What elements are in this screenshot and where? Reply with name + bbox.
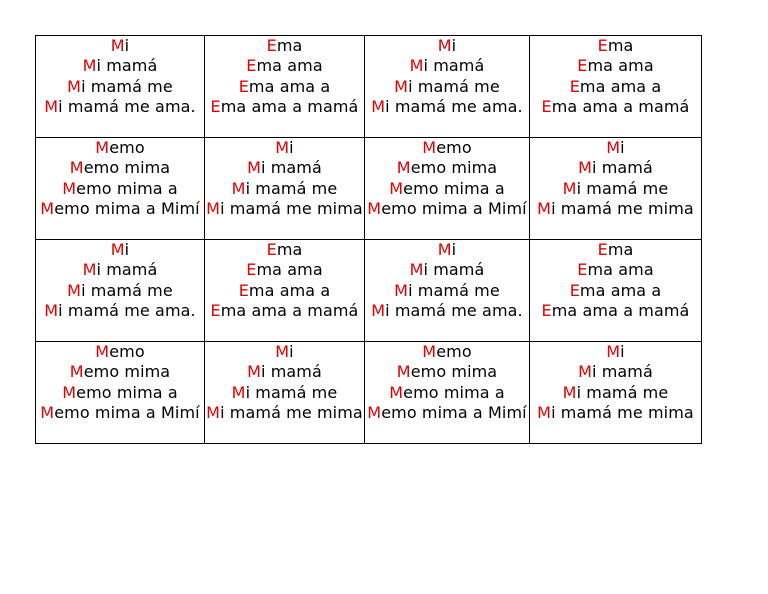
reading-card-cell: [36, 138, 205, 240]
phrase-line: [365, 138, 529, 158]
initial-letter: M: [67, 76, 82, 96]
phrase-line: [365, 179, 529, 199]
phrase-rest: emo mima a: [76, 178, 178, 198]
phrase-line: [530, 36, 701, 56]
initial-letter: M: [40, 403, 55, 423]
phrase-line: [530, 383, 701, 403]
phrase-line: [530, 179, 701, 199]
phrase-rest: ma ama a: [579, 280, 662, 300]
phrase-rest: i: [620, 342, 625, 361]
phrase-rest: ma: [607, 36, 634, 55]
phrase-line: [205, 403, 364, 423]
phrase-line: [530, 281, 701, 301]
phrase-line: [36, 383, 204, 403]
phrase-line: [365, 342, 529, 362]
phrase-rest: i mamá: [423, 56, 485, 76]
phrase-rest: ma: [276, 36, 303, 55]
initial-letter: E: [238, 76, 249, 96]
initial-letter: E: [597, 36, 608, 55]
initial-letter: E: [266, 240, 277, 259]
phrase-line: [530, 97, 701, 117]
phrase-rest: ma ama: [587, 260, 654, 280]
initial-letter: M: [409, 260, 424, 280]
initial-letter: E: [569, 76, 580, 96]
phrase-rest: ma ama a mamá: [551, 97, 690, 117]
initial-letter: M: [62, 178, 77, 198]
phrase-rest: i mamá: [260, 158, 322, 178]
phrase-rest: i mamá me ama.: [58, 301, 196, 321]
phrase-rest: i mamá me: [245, 382, 338, 402]
initial-letter: M: [371, 301, 386, 321]
initial-letter: M: [389, 382, 404, 402]
initial-letter: E: [210, 97, 221, 117]
initial-letter: E: [246, 56, 257, 76]
phrase-line: [205, 362, 364, 382]
phrase-line: [36, 138, 204, 158]
initial-letter: M: [247, 158, 261, 178]
initial-letter: E: [569, 280, 580, 300]
phrase-line: [530, 260, 701, 280]
initial-letter: M: [394, 280, 409, 300]
initial-letter: M: [396, 362, 411, 382]
phrase-rest: emo mima: [410, 362, 498, 382]
phrase-line: [36, 260, 204, 280]
phrase-rest: i: [451, 36, 457, 55]
initial-letter: M: [231, 178, 246, 198]
phrase-line: [530, 199, 701, 219]
phrase-rest: emo mima a Mimí: [54, 199, 200, 219]
initial-letter: M: [275, 138, 290, 157]
initial-letter: M: [606, 342, 621, 361]
phrase-line: [530, 362, 701, 382]
phrase-line: [205, 301, 364, 321]
initial-letter: M: [67, 280, 82, 300]
initial-letter: M: [44, 301, 59, 321]
initial-letter: M: [367, 199, 382, 219]
phrase-line: [530, 158, 701, 178]
initial-letter: M: [44, 97, 59, 117]
initial-letter: M: [110, 36, 125, 55]
initial-letter: M: [562, 382, 577, 402]
table-row: [36, 36, 702, 138]
initial-letter: M: [206, 403, 221, 423]
initial-letter: M: [82, 56, 97, 76]
phrase-rest: ma ama: [256, 260, 323, 280]
reading-card-cell: [530, 138, 702, 240]
phrase-line: [36, 362, 204, 382]
phrase-rest: i mamá me ama.: [385, 97, 523, 117]
initial-letter: M: [578, 158, 592, 178]
reading-card-cell: [365, 240, 530, 342]
initial-letter: M: [82, 260, 97, 280]
initial-letter: M: [62, 382, 77, 402]
phrase-rest: ma: [607, 240, 634, 259]
phrase-line: [205, 97, 364, 117]
phrase-rest: i mamá: [591, 158, 653, 178]
phrase-rest: emo mima: [410, 158, 498, 178]
phrase-rest: ma ama a: [248, 280, 331, 300]
phrase-rest: i mamá me: [576, 178, 669, 198]
phrase-rest: i mamá me: [408, 76, 500, 96]
phrase-line: [205, 199, 364, 219]
initial-letter: M: [606, 138, 621, 157]
table-row: [36, 138, 702, 240]
phrase-rest: emo: [436, 138, 472, 157]
phrase-line: [205, 281, 364, 301]
reading-card-cell: [365, 36, 530, 138]
initial-letter: M: [367, 403, 382, 423]
phrase-rest: i mamá me mima: [551, 199, 694, 219]
phrase-rest: emo mima a: [76, 382, 178, 402]
initial-letter: M: [537, 199, 552, 219]
initial-letter: E: [238, 280, 249, 300]
phrase-rest: i mamá: [96, 260, 158, 280]
phrase-line: [205, 342, 364, 362]
phrase-line: [530, 403, 701, 423]
phrase-line: [530, 240, 701, 260]
phrase-rest: i mamá me ama.: [58, 97, 196, 117]
initial-letter: M: [206, 199, 221, 219]
reading-card-cell: [36, 342, 205, 444]
phrase-rest: emo mima: [83, 362, 171, 382]
phrase-rest: i mamá me: [81, 280, 173, 300]
initial-letter: M: [437, 240, 452, 259]
phrase-rest: i: [289, 138, 294, 157]
phrase-line: [205, 158, 364, 178]
phrase-line: [205, 383, 364, 403]
phrase-rest: i mamá me: [81, 76, 173, 96]
initial-letter: E: [246, 260, 257, 280]
phrase-rest: ma ama a mamá: [551, 301, 690, 321]
phrase-line: [365, 240, 529, 260]
phrase-line: [36, 77, 204, 97]
phrase-rest: ma: [276, 240, 303, 259]
phrase-line: [36, 36, 204, 56]
phrase-line: [205, 138, 364, 158]
phrase-line: [365, 36, 529, 56]
phrase-rest: emo mima: [83, 158, 171, 178]
phrase-line: [205, 179, 364, 199]
reading-card-cell: [365, 138, 530, 240]
phrase-line: [205, 260, 364, 280]
phrase-rest: ma ama a mamá: [220, 97, 359, 117]
reading-card-table-body: [36, 36, 702, 444]
phrase-line: [36, 97, 204, 117]
phrase-line: [365, 301, 529, 321]
phrase-line: [205, 56, 364, 76]
phrase-rest: i mamá me: [245, 178, 338, 198]
phrase-rest: i mamá: [96, 56, 158, 76]
phrase-rest: i: [124, 240, 130, 259]
phrase-rest: emo mima a Mimí: [381, 403, 527, 423]
initial-letter: M: [95, 138, 110, 157]
phrase-rest: i mamá me mima: [220, 199, 363, 219]
initial-letter: E: [577, 56, 588, 76]
phrase-line: [365, 260, 529, 280]
reading-card-table: [35, 35, 702, 444]
phrase-rest: emo mima a Mimí: [54, 403, 200, 423]
phrase-line: [530, 342, 701, 362]
phrase-rest: ma ama a mamá: [220, 301, 359, 321]
initial-letter: M: [110, 240, 125, 259]
initial-letter: M: [275, 342, 290, 361]
initial-letter: M: [371, 97, 386, 117]
initial-letter: E: [541, 97, 552, 117]
reading-card-cell: [205, 138, 365, 240]
phrase-line: [205, 240, 364, 260]
initial-letter: M: [409, 56, 424, 76]
initial-letter: M: [69, 362, 84, 382]
initial-letter: M: [247, 362, 261, 382]
phrase-rest: ma ama: [256, 56, 323, 76]
phrase-line: [36, 342, 204, 362]
phrase-rest: i mamá me: [408, 280, 500, 300]
phrase-line: [365, 77, 529, 97]
phrase-line: [365, 403, 529, 423]
phrase-rest: i: [289, 342, 294, 361]
initial-letter: M: [40, 199, 55, 219]
phrase-line: [365, 199, 529, 219]
initial-letter: M: [437, 36, 452, 55]
phrase-line: [530, 138, 701, 158]
phrase-rest: emo: [436, 342, 472, 361]
phrase-line: [36, 199, 204, 219]
initial-letter: E: [541, 301, 552, 321]
phrase-rest: i mamá me mima: [551, 403, 694, 423]
phrase-rest: i mamá: [423, 260, 485, 280]
phrase-line: [205, 77, 364, 97]
reading-card-cell: [530, 342, 702, 444]
phrase-rest: ma ama a: [579, 76, 662, 96]
phrase-line: [365, 383, 529, 403]
table-row: [36, 240, 702, 342]
reading-card-cell: [205, 342, 365, 444]
phrase-rest: i: [620, 138, 625, 157]
phrase-rest: i mamá me ama.: [385, 301, 523, 321]
phrase-line: [36, 56, 204, 76]
phrase-line: [530, 56, 701, 76]
phrase-line: [36, 403, 204, 423]
phrase-line: [36, 179, 204, 199]
phrase-line: [365, 158, 529, 178]
phrase-rest: emo: [109, 138, 145, 157]
phrase-rest: emo mima a Mimí: [381, 199, 527, 219]
phrase-rest: ma ama a: [248, 76, 331, 96]
reading-card-cell: [205, 36, 365, 138]
phrase-rest: i mamá: [591, 362, 653, 382]
initial-letter: E: [210, 301, 221, 321]
reading-card-cell: [530, 240, 702, 342]
phrase-line: [36, 158, 204, 178]
initial-letter: M: [396, 158, 411, 178]
phrase-line: [365, 281, 529, 301]
phrase-line: [530, 301, 701, 321]
initial-letter: M: [389, 178, 404, 198]
phrase-line: [36, 240, 204, 260]
phrase-line: [530, 77, 701, 97]
initial-letter: M: [578, 362, 592, 382]
phrase-line: [365, 56, 529, 76]
reading-card-cell: [530, 36, 702, 138]
phrase-rest: emo mima a: [403, 382, 505, 402]
initial-letter: M: [95, 342, 110, 361]
initial-letter: M: [69, 158, 84, 178]
phrase-line: [36, 301, 204, 321]
initial-letter: E: [266, 36, 277, 55]
phrase-rest: emo: [109, 342, 145, 361]
initial-letter: E: [597, 240, 608, 259]
phrase-rest: i: [124, 36, 130, 55]
phrase-rest: i: [451, 240, 457, 259]
initial-letter: E: [577, 260, 588, 280]
reading-card-cell: [36, 36, 205, 138]
phrase-rest: ma ama: [587, 56, 654, 76]
initial-letter: M: [537, 403, 552, 423]
initial-letter: M: [562, 178, 577, 198]
phrase-rest: i mamá me: [576, 382, 669, 402]
phrase-line: [365, 97, 529, 117]
reading-card-cell: [36, 240, 205, 342]
phrase-rest: i mamá: [260, 362, 322, 382]
initial-letter: M: [394, 76, 409, 96]
table-row: [36, 342, 702, 444]
initial-letter: M: [422, 138, 437, 157]
phrase-rest: i mamá me mima: [220, 403, 363, 423]
initial-letter: M: [422, 342, 437, 361]
phrase-line: [205, 36, 364, 56]
reading-card-cell: [205, 240, 365, 342]
reading-card-cell: [365, 342, 530, 444]
initial-letter: M: [231, 382, 246, 402]
phrase-line: [36, 281, 204, 301]
phrase-rest: emo mima a: [403, 178, 505, 198]
phrase-line: [365, 362, 529, 382]
